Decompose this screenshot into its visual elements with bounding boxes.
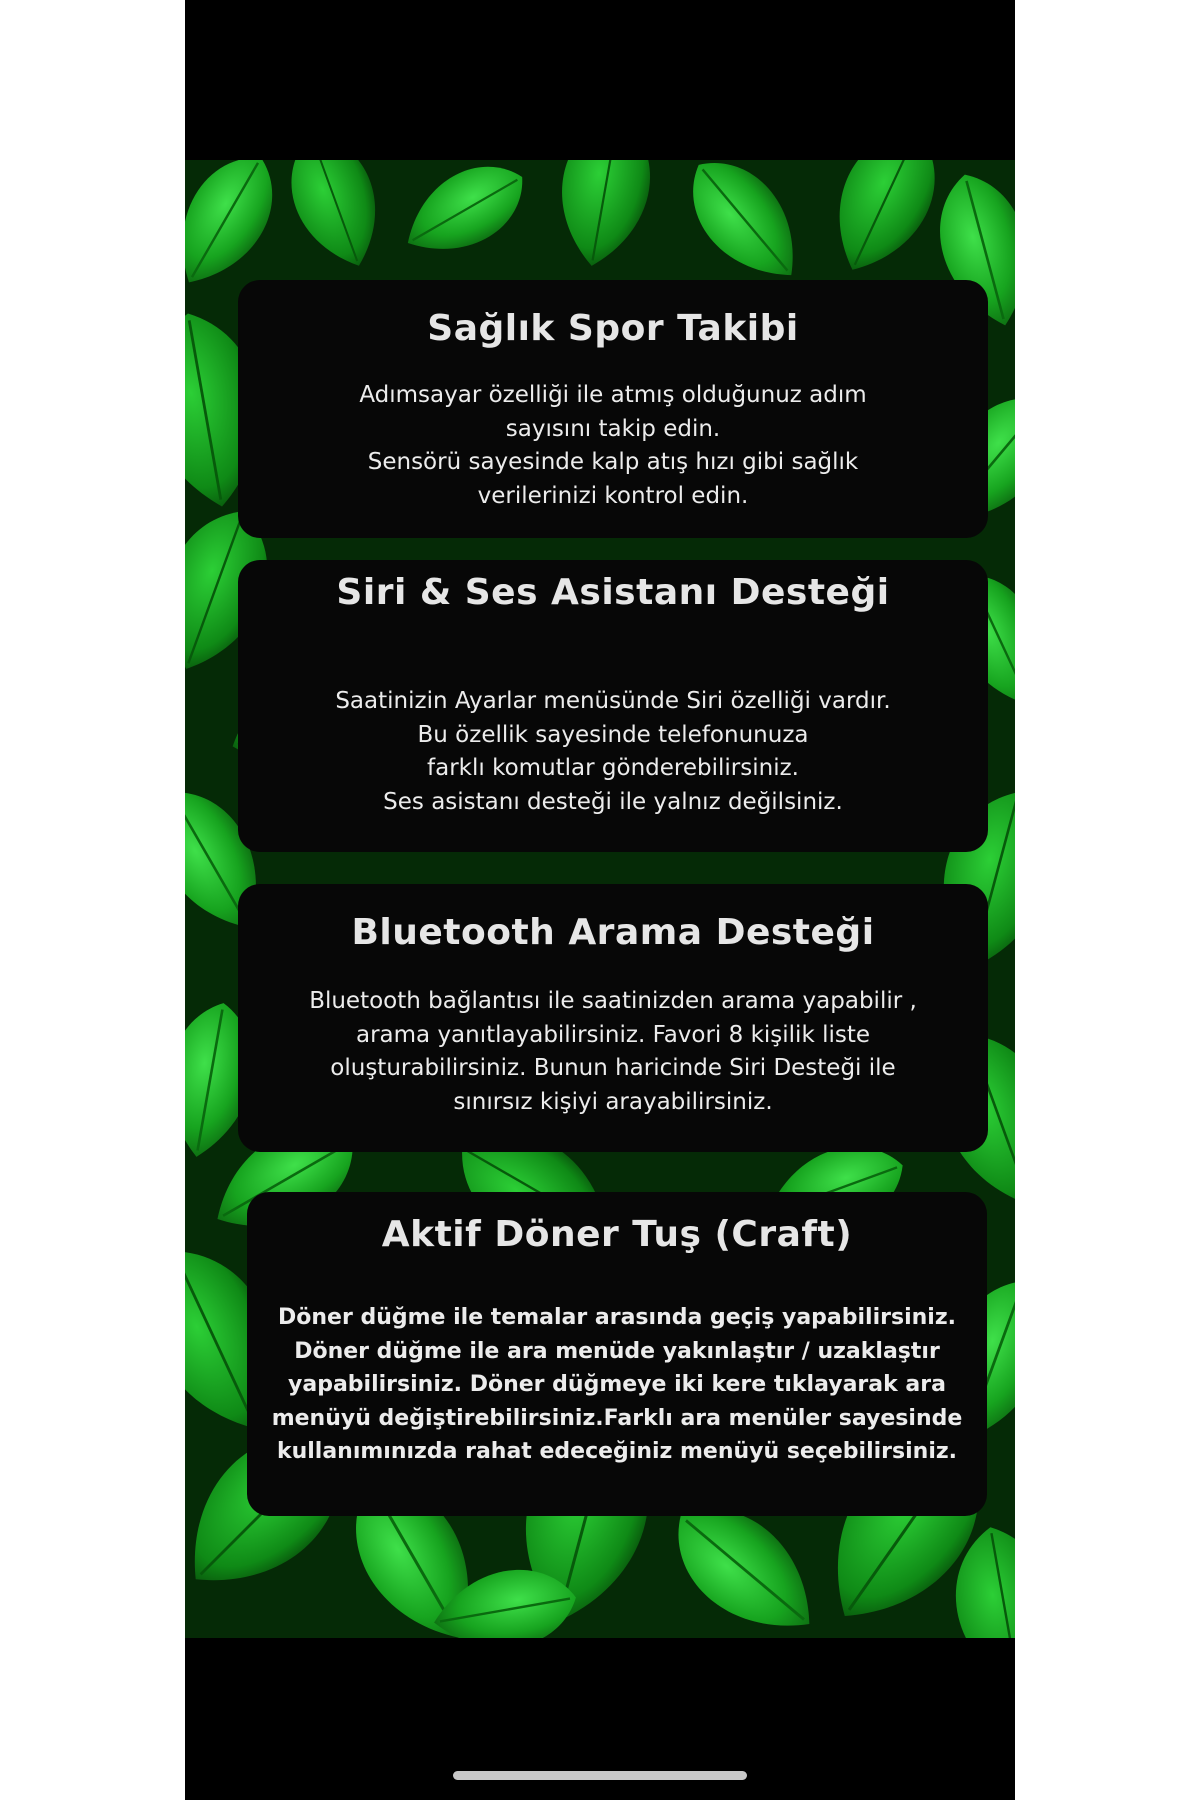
feature-card-siri <box>238 560 988 852</box>
card-body: Bluetooth bağlantısı ile saatinizden arama yapabilir , arama yanıtlayabilirsiniz. Favori 8 kişilik liste oluşturabilirsiniz. Bunun haricinde Siri Desteği ile sınırsız kişiyi arayabilirsiniz. <box>309 988 917 1115</box>
card-title: Siri & Ses Asistanı Desteği <box>336 572 890 613</box>
feature-card-health <box>238 280 988 538</box>
card-title: Sağlık Spor Takibi <box>427 308 799 349</box>
feature-card-bluetooth <box>238 884 988 1152</box>
card-body: Adımsayar özelliği ile atmış olduğunuz adım sayısını takip edin. Sensörü sayesinde kalp atış hızı gibi sağlık verilerinizi kontrol edin. <box>359 382 867 509</box>
card-title: Aktif Döner Tuş (Craft) <box>381 1214 853 1255</box>
card-title: Bluetooth Arama Desteği <box>351 912 875 953</box>
card-body: Döner düğme ile temalar arasında geçiş yapabilirsiniz. Döner düğme ile ara menüde yakınlaştır / uzaklaştır yapabilirsiniz. Döner düğmeye iki kere tıklayarak ara menüyü değiştirebilirsiniz.Farklı ara menüler sayesinde kullanımınızda rahat edeceğiniz menüyü seçebilirsiniz. <box>271 1305 963 1464</box>
phone-screen <box>185 0 1015 1800</box>
card-body: Saatinizin Ayarlar menüsünde Siri özelliği vardır. Bu özellik sayesinde telefonunuza farklı komutlar gönderebilirsiniz. Ses asistanı desteği ile yalnız değilsiniz. <box>335 688 891 815</box>
feature-card-craft <box>247 1192 987 1516</box>
home-indicator[interactable] <box>453 1771 747 1780</box>
